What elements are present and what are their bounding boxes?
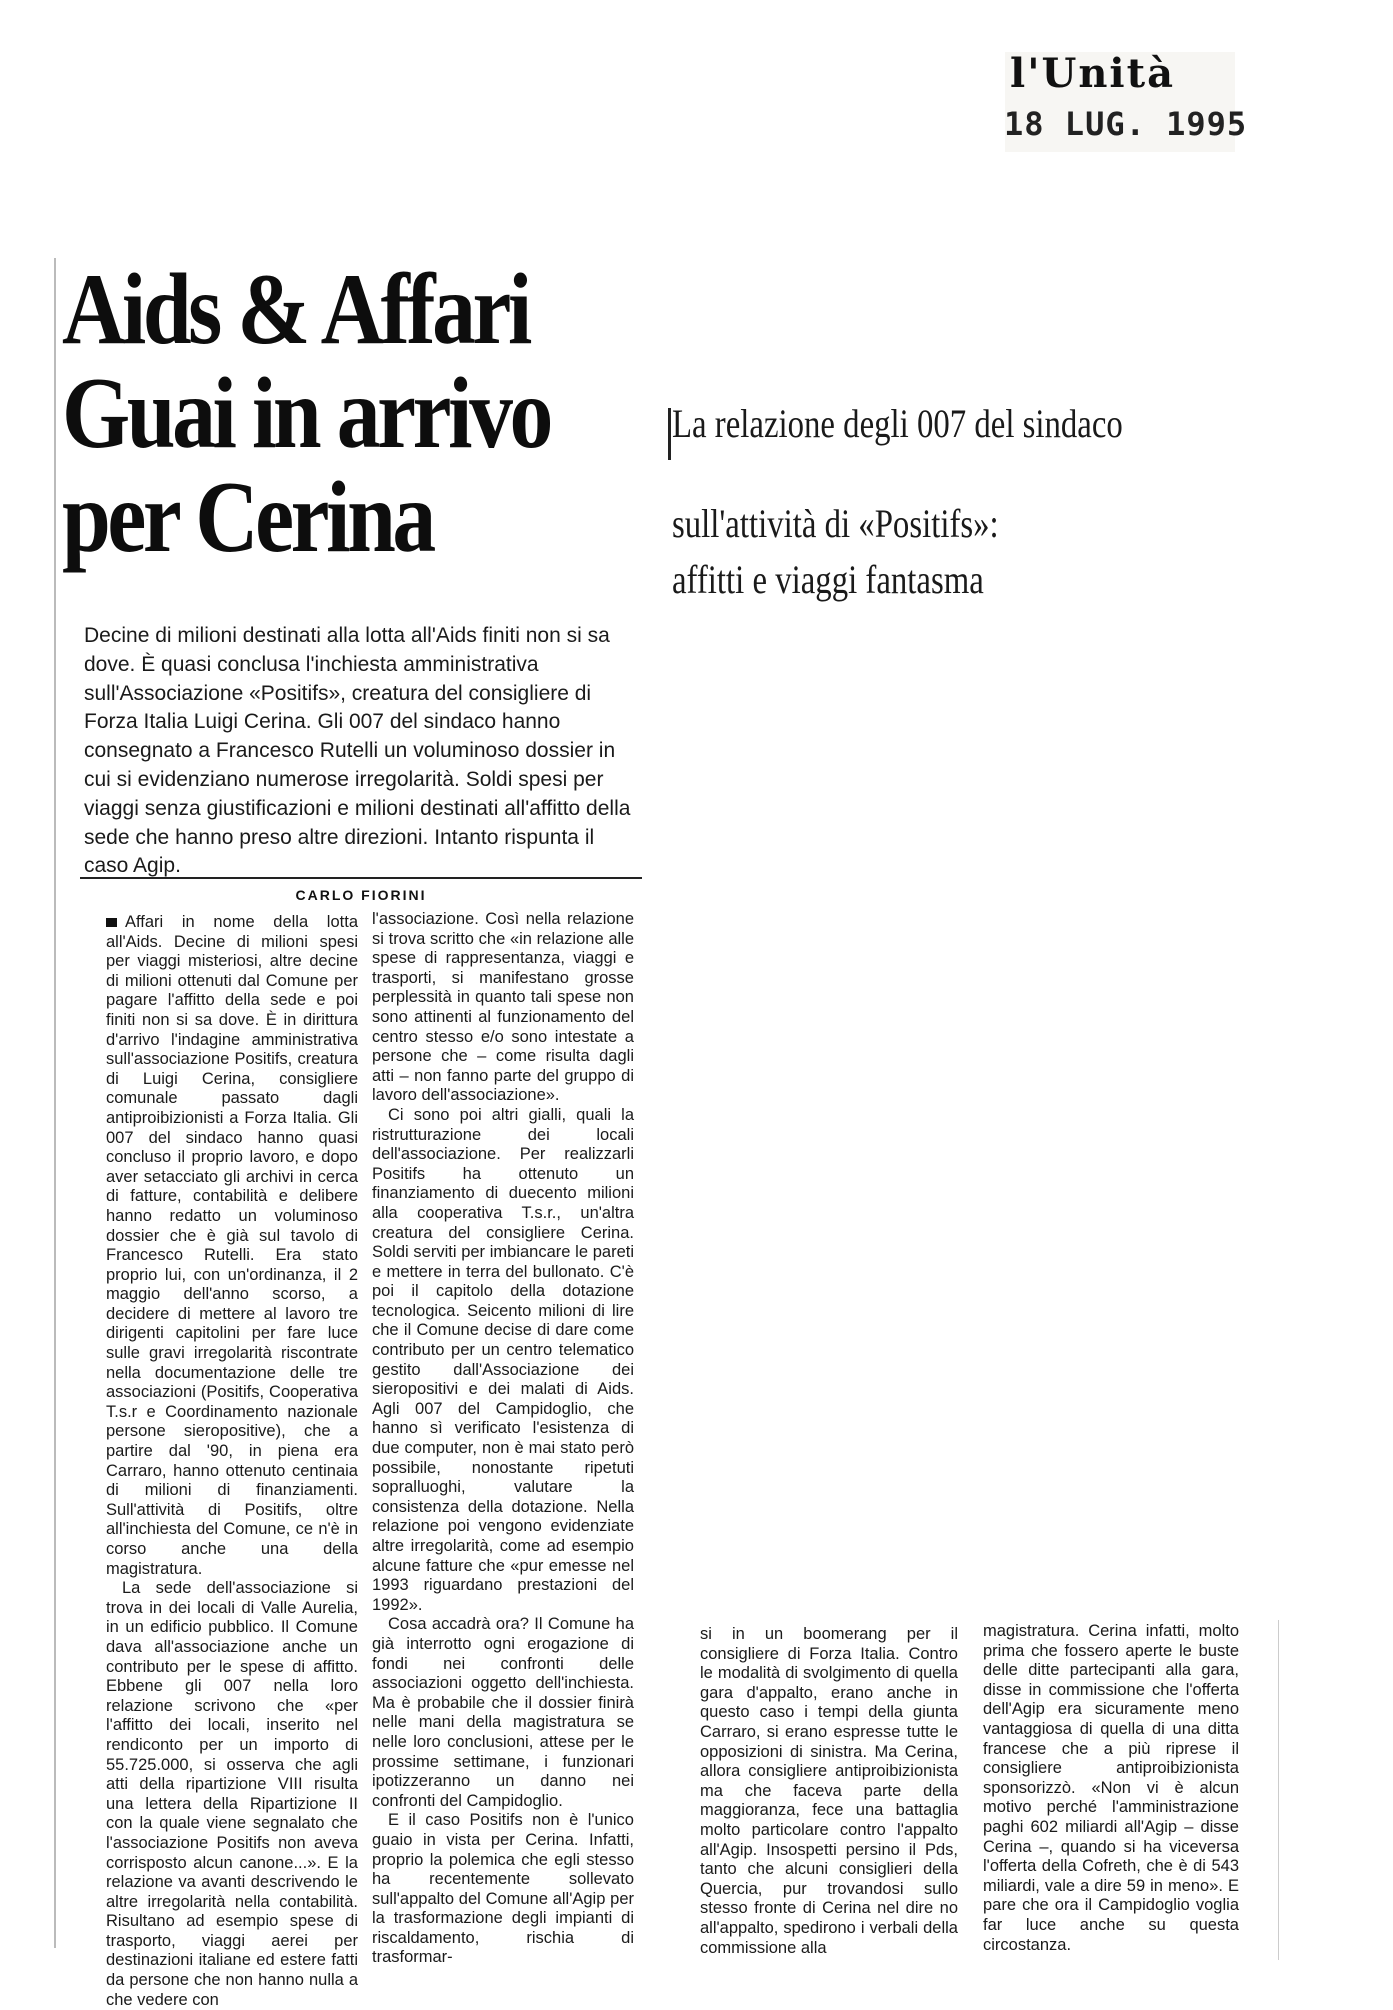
body-paragraph: E il caso Positifs non è l'unico guaio in vista per Cerina. Infatti, proprio la polemica che egli stesso ha recentemente sollevato sull'appalto del Comune all'Agip per la trasformazione degli impianti di riscaldamento, rischia di trasformar-	[372, 1811, 634, 1967]
article-summary: Decine di milioni destinati alla lotta all'Aids finiti non si sa dove. È quasi conclusa l'inchiesta amministrativa sull'Associazione «Positifs», creatura del consigliere di Forza Italia Luigi Cerina. Gli 007 del sindaco hanno consegnato a Francesco Rutelli un voluminoso dossier in cui si evidenziano numerose irregolarità. Soldi spesi per viaggi senza giustificazioni e milioni destinati all'affitto della sede che hanno preso altre direzioni. Intanto rispunta il caso Agip.	[84, 624, 631, 878]
byline-rule	[80, 877, 642, 879]
body-paragraph: magistratura. Cerina infatti, molto prima che fossero aperte le buste delle ditte partecipanti alla gara, disse in commissione che l'offerta dell'Agip era sicuramente meno vantaggiosa di quella di una ditta francese che a più riprese il consigliere antiproibizionista sponsorizzò. «Non vi è alcun motivo perché l'amministrazione paghi 602 miliardi all'Agip – disse Cerina –, quando si ha viceversa l'offerta della Cofreth, che è di 543 miliardi, vale a dire 59 in meno». E pare che ora il Campidoglio voglia far luce anche su questa circostanza.	[983, 1622, 1239, 1954]
subhead-line-1: La relazione degli 007 del sindaco	[672, 401, 1123, 446]
clipping-date-stamp: 18 LUG. 1995	[1004, 105, 1248, 143]
subhead-line-2: sull'attività di «Positifs»:	[672, 501, 999, 546]
left-column-rule	[54, 258, 56, 1948]
newspaper-name: l'Unità	[1010, 50, 1175, 97]
body-paragraph: l'associazione. Così nella relazione si trova scritto che «in relazione alle spese di rappresentanza, viaggi e trasporti, si manifestano grosse perplessità in quanto tali spese non sono attinenti al funzionamento del centro stesso e/o sono intestate a persone che – come risulta dagli atti – non fanno parte del gruppo di lavoro dell'associazione».	[372, 910, 634, 1105]
body-paragraph: si in un boomerang per il consigliere di Forza Italia. Contro le modalità di svolgimento di quella gara d'appalto, erano anche in questo caso i tempi della giunta Carraro, si erano espresse tutte le opposizioni di sinistra. Ma Cerina, allora consigliere antiproibizionista ma che faceva parte della maggioranza, fece una battaglia molto particolare contro l'appalto all'Agip. Insospetti persino il Pds, tanto che alcuni consiglieri della Quercia, pur trovandosi sullo stesso fronte di Cerina nel dire no all'appalto, spedirono i verbali della commissione alla	[700, 1625, 958, 1957]
body-column-1	[106, 913, 358, 2009]
body-paragraph: Ci sono poi altri gialli, quali la ristrutturazione dei locali dell'associazione. Per realizzarli Positifs ha ottenuto un finanziamento di duecento milioni alla cooperativa T.s.r., un'altra creatura del consigliere Cerina. Soldi serviti per imbiancare le pareti e mettere in terra del bullonato. C'è poi il capitolo della dotazione tecnologica. Seicento milioni di lire che il Comune decise di dare come contributo per un centro telematico gestito dall'Associazione dei sieropositivi e dei malati di Aids. Agli 007 del Campidoglio, che hanno sì verificato l'esistenza di due computer, non è mai stato però possibile, nonostante ripetuti sopralluoghi, valutare la consistenza della dotazione. Nella relazione poi vengono evidenziate altre irregolarità, come ad esempio alcune fatture che «pur emesse nel 1993 riguardano prestazioni del 1992».	[372, 1105, 634, 1614]
author-byline: CARLO FIORINI	[295, 887, 427, 903]
article-subhead	[672, 396, 1123, 608]
subhead-bracket	[668, 408, 671, 460]
article-headline	[62, 253, 578, 574]
subhead-line-3: affitti e viaggi fantasma	[672, 557, 984, 602]
body-column-4	[983, 1622, 1239, 1982]
body-paragraph-text: Affari in nome della lotta all'Aids. Decine di milioni spesi per viaggi misteriosi, altre decine di milioni ottenuti dal Comune per pagare l'affitto della sede e poi finiti non si sa dove. È in dirittura d'arrivo l'indagine amministrativa sull'associazione Positifs, creatura di Luigi Cerina, consigliere comunale passato dagli antiproibizionisti a Forza Italia. Gli 007 del sindaco hanno quasi concluso il proprio lavoro, e dopo aver setacciato gli archivi in cerca di fatture, contabilità e delibere hanno redatto un voluminoso dossier che è già sul tavolo di Francesco Rutelli. Era stato proprio lui, con un'ordinanza, il 2 maggio dell'anno scorso, a decidere di mettere al lavoro tre dirigenti capitolini per fare luce sulle gravi irregolarità riscontrate nella documentazione delle tre associazioni (Positifs, Cooperativa T.s.r e Coordinamento nazionale persone sieropositive), che a partire dal '90, in piena era Carraro, hanno ottenuto centinaia di milioni di finanziamenti. Sull'attività di Positifs, oltre all'inchiesta del Comune, ce n'è in corso anche una della magistratura.	[106, 913, 358, 1578]
right-column-rule	[1278, 1620, 1279, 1960]
headline-line-1: Aids & Affari	[62, 253, 529, 366]
body-column-3	[700, 1625, 958, 1995]
body-paragraph: La sede dell'associazione si trova in dei locali di Valle Aurelia, in un edificio pubblico. Il Comune dava all'associazione anche un contributo per le spese di affitto. Ebbene gli 007 nella loro relazione scrivono che «per l'affitto dei locali, inserito nel rendiconto per un importo di 55.725.000, si osserva che agli atti della ripartizione VIII risulta una lettera della Ripartizione II con la quale viene segnalato che l'associazione Positifs non aveva corrisposto alcun canone...». E la relazione va avanti descrivendo le altre irregolarità nella contabilità. Risultano ad esempio spese di trasporto, viaggi aerei per destinazioni italiane ed estere fatti da persone che non hanno nulla a che vedere con	[106, 1579, 358, 2009]
headline-line-3: per Cerina	[62, 461, 433, 574]
body-column-2	[372, 910, 634, 1990]
paragraph-start-square-icon	[106, 918, 117, 927]
body-paragraph: Cosa accadrà ora? Il Comune ha già interrotto ogni erogazione di fondi nei confronti delle associazioni oggetto dell'inchiesta. Ma è probabile che il dossier finirà nelle mani della magistratura se nelle loro conclusioni, attese per le prossime settimane, i funzionari ipotizzeranno un danno nei confronti del Campidoglio.	[372, 1615, 634, 1810]
headline-line-2: Guai in arrivo	[62, 357, 550, 470]
body-paragraph	[106, 913, 358, 1579]
